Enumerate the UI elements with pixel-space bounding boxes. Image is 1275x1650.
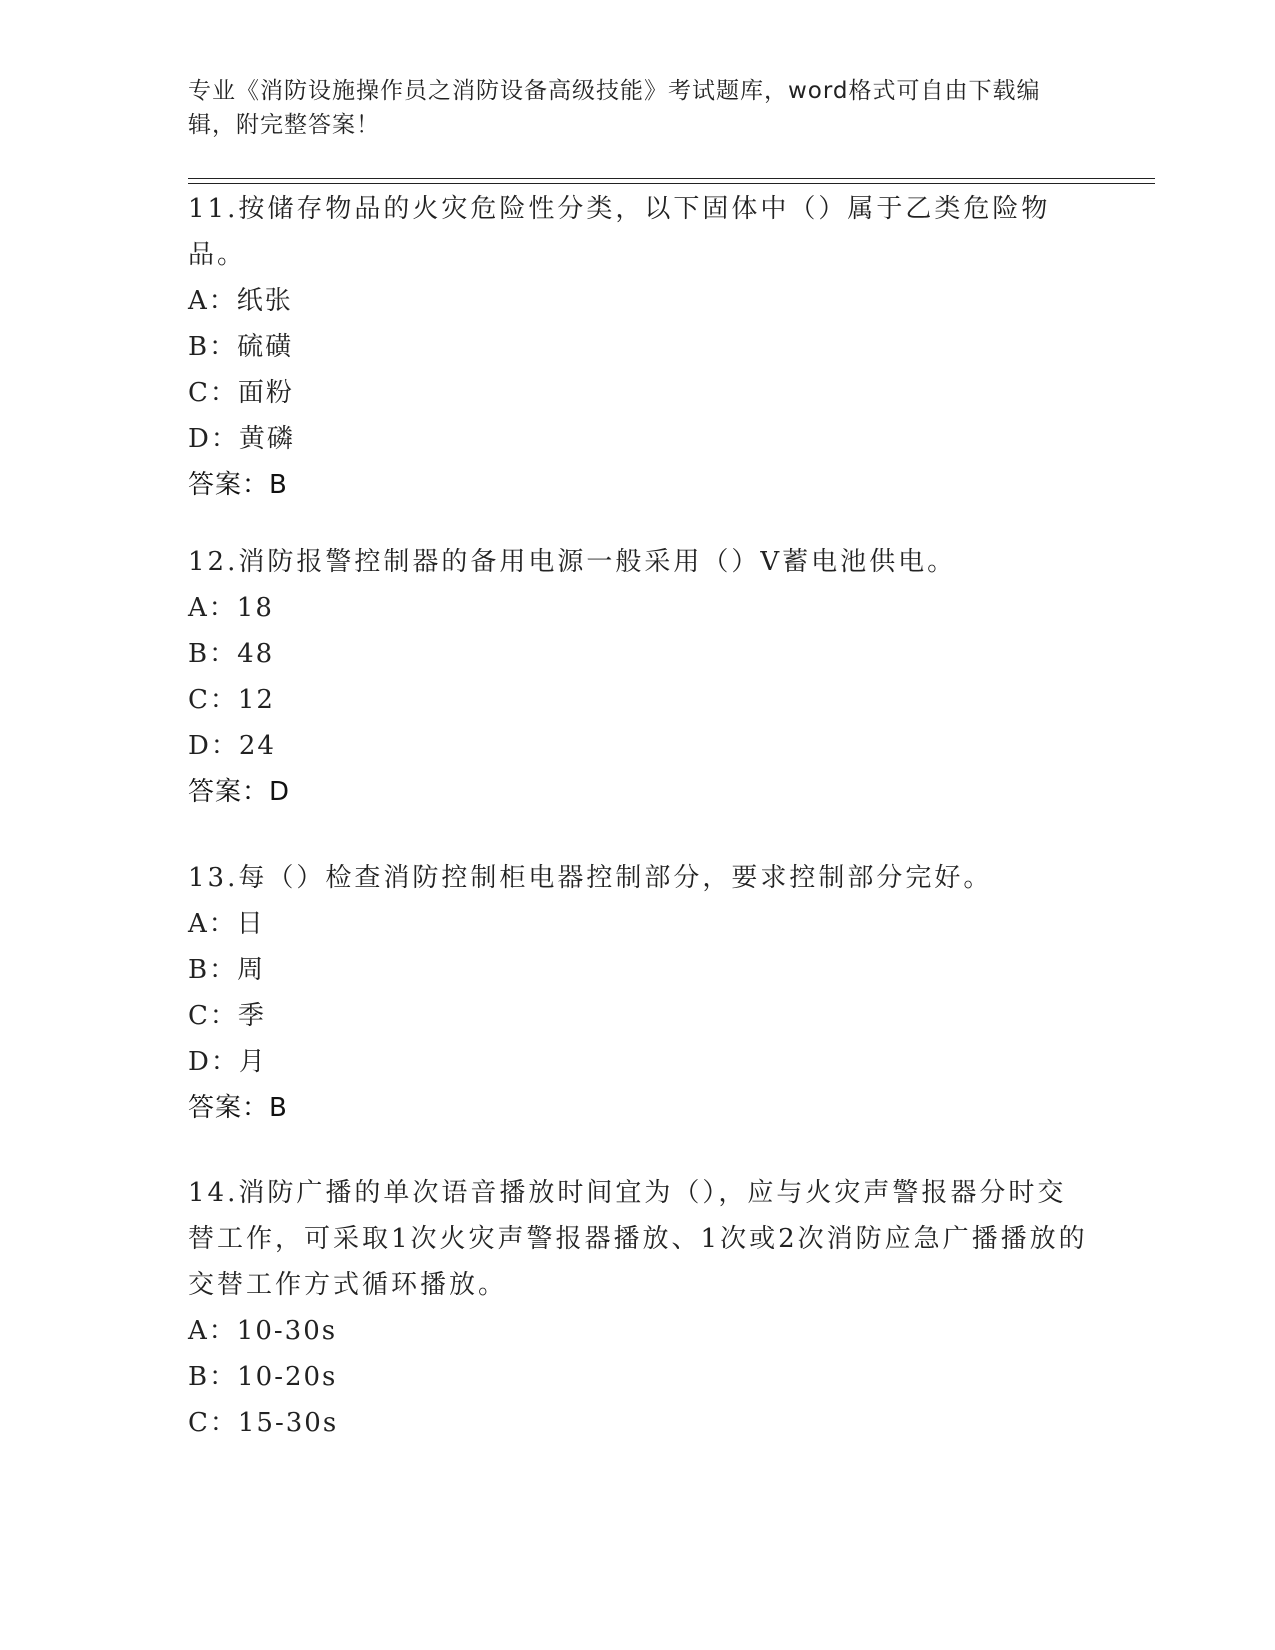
answer: 答案：D (188, 777, 291, 807)
question-13 (188, 855, 1088, 1131)
question-text: 12.消防报警控制器的备用电源一般采用（）V蓄电池供电。 (188, 547, 957, 577)
option-b: B：10-20s (188, 1362, 338, 1392)
option-d: D：24 (188, 731, 276, 761)
option-d: D：月 (188, 1047, 267, 1077)
question-text: 11.按储存物品的火灾危险性分类，以下固体中（）属于乙类危险物品。 (188, 194, 1051, 270)
option-b: B：48 (188, 639, 275, 669)
option-c: C：12 (188, 685, 275, 715)
header-divider-bottom (188, 183, 1155, 184)
question-11 (188, 186, 1088, 508)
option-b: B：硫磺 (188, 332, 294, 362)
question-text: 14.消防广播的单次语音播放时间宜为（），应与火灾声警报器分时交替工作，可采取1次火灾声警报器播放、1次或2次消防应急广播播放的交替工作方式循环播放。 (188, 1178, 1088, 1300)
question-14 (188, 1170, 1088, 1446)
option-b: B：周 (188, 955, 266, 985)
option-c: C：季 (188, 1001, 266, 1031)
question-12 (188, 539, 1088, 815)
option-c: C：面粉 (188, 378, 294, 408)
option-a: A：日 (188, 909, 265, 939)
option-d: D：黄磷 (188, 424, 295, 454)
answer: 答案：B (188, 1093, 288, 1123)
option-a: A：纸张 (188, 286, 293, 316)
document-intro: 专业《消防设施操作员之消防设备高级技能》考试题库，word格式可自由下载编辑，附完整答案！ (188, 78, 1041, 138)
question-text: 13.每（）检查消防控制柜电器控制部分，要求控制部分完好。 (188, 863, 993, 893)
option-a: A：10-30s (188, 1316, 338, 1346)
answer: 答案：B (188, 470, 288, 500)
option-a: A：18 (188, 593, 274, 623)
header-divider-top (188, 178, 1155, 179)
option-c: C：15-30s (188, 1408, 339, 1438)
